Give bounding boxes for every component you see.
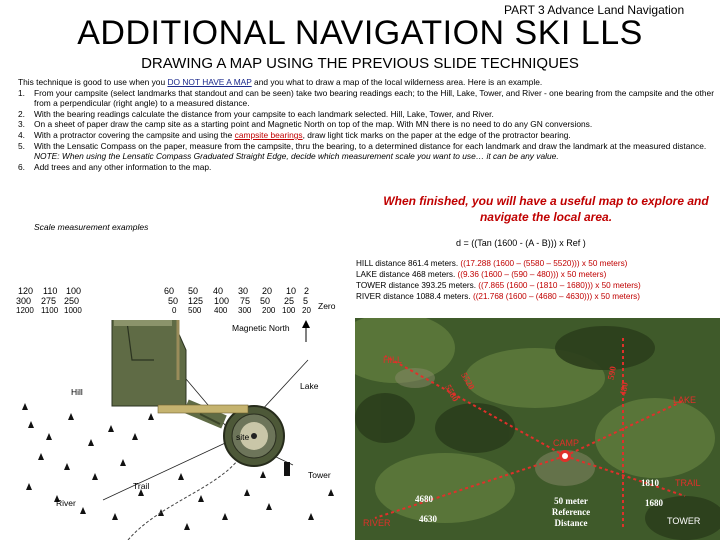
- step-note: [18, 151, 718, 162]
- scale-tick: 275: [41, 296, 57, 306]
- step-text: With the bearing readings calculate the distance from your campsite to each landmark selected. Hill, Lake, Tower, and River.: [34, 108, 494, 119]
- aerial-map: [355, 318, 720, 540]
- scale-tick: 5: [303, 296, 309, 306]
- step-number: [18, 151, 34, 162]
- distance-label: HILL distance 861.4 meters.: [356, 259, 461, 268]
- bearing-1810: 1810: [641, 478, 659, 488]
- scale-tick: 1100: [41, 306, 59, 315]
- tower-label: Tower: [308, 470, 331, 480]
- distance-label: TOWER distance 393.25 meters.: [356, 281, 479, 290]
- intro-lead: [18, 77, 718, 88]
- intro-lead-text: This technique is good to use when you: [18, 77, 168, 87]
- reference-line-3: Distance: [554, 518, 588, 528]
- step-text: With the Lensatic Compass on the paper, measure from the campsite, thru the bearing, to a determined distance for each landmark and draw the landmark at the measured distance.: [34, 140, 707, 151]
- scale-tick: 50: [168, 296, 179, 306]
- scale-tick: 50: [260, 296, 271, 306]
- scale-tick: 100: [282, 306, 296, 315]
- bearing-5580: 5580: [443, 382, 461, 404]
- scale-tick: 125: [188, 296, 204, 306]
- hill-label: HILL: [383, 355, 403, 365]
- scale-tick: 20: [302, 306, 311, 315]
- step-number: 2.: [18, 108, 25, 119]
- zero-label: Zero: [318, 301, 336, 311]
- distance-formula: d = ((Tan (1600 - (A - B))) x Ref ): [456, 238, 586, 248]
- tower-label: TOWER: [667, 516, 701, 526]
- reference-distance-label: [551, 496, 591, 529]
- scale-tick: 250: [64, 296, 80, 306]
- distance-calc: ((9.36 (1600 – (590 – 480))) x 50 meters): [457, 270, 607, 279]
- step-text: On a sheet of paper draw the camp site as a starting point and Magnetic North on top of the map. With MN there is no need to do any GN conversions.: [34, 119, 593, 130]
- step-text-start: With a protractor covering the campsite and using the: [34, 129, 235, 140]
- scale-tick: 300: [16, 296, 32, 306]
- scale-tick: 300: [238, 306, 252, 315]
- scale-tick: 30: [238, 286, 249, 296]
- part-label: PART 3 Advance Land Navigation: [504, 3, 685, 17]
- reference-line-1: 50 meter: [554, 496, 588, 506]
- reference-line-2: Reference: [551, 507, 591, 517]
- tower-icon: [284, 462, 290, 476]
- step-text: [34, 130, 718, 141]
- step-item: [18, 109, 718, 120]
- page-subtitle: DRAWING A MAP USING THE PREVIOUS SLIDE TECHNIQUES: [141, 55, 579, 72]
- bearing-590: 590: [605, 365, 618, 381]
- step-number: 4.: [18, 129, 25, 140]
- bearing-5520: 5520: [459, 370, 477, 392]
- step-number: 5.: [18, 140, 25, 151]
- distance-results: [356, 258, 641, 302]
- step-text-end: , draw light tick marks on the paper at the edge of the protractor bearing.: [302, 129, 571, 140]
- scale-tick: 75: [240, 296, 251, 306]
- step-item: [18, 162, 718, 173]
- distance-calc: ((17.288 (1600 – (5580 – 5520))) x 50 meters): [460, 259, 628, 268]
- scale-tick: 40: [213, 286, 224, 296]
- scale-tick: 200: [262, 306, 276, 315]
- trail-path: [128, 460, 238, 540]
- bearing-480: 480: [617, 381, 630, 397]
- bearing-4680: 4680: [415, 494, 433, 504]
- scale-examples: [16, 282, 346, 322]
- river-label: RIVER: [363, 518, 391, 528]
- steps-list: [18, 88, 718, 173]
- scale-tick: 0: [172, 306, 177, 315]
- scale-tick: 10: [286, 286, 297, 296]
- step-item: [18, 130, 718, 141]
- distance-row-river: [356, 291, 641, 302]
- step-item: [18, 141, 718, 152]
- step-number: 1.: [18, 87, 25, 98]
- step-item: [18, 119, 718, 130]
- scale-tick: 110: [43, 286, 58, 296]
- scale-tick: 100: [214, 296, 230, 306]
- distance-row-hill: [356, 258, 641, 269]
- straight-edge-ruler: [158, 405, 248, 413]
- step-text: Add trees and any other information to the map.: [34, 161, 212, 172]
- bearing-4630: 4630: [419, 514, 437, 524]
- scale-tick: 20: [262, 286, 273, 296]
- site-label: site: [236, 432, 250, 442]
- scale-tick: 60: [164, 286, 175, 296]
- bearing-1680: 1680: [645, 498, 663, 508]
- step-text: From your campsite (select landmarks that standout and can be seen) take two bearing readings each; to the Hill, Lake, Tower, and River - one bearing from the campsite and the other from a perpendicular (right angle) to a measured distance.: [34, 87, 714, 109]
- hill-label: Hill: [71, 387, 83, 397]
- step-item: [18, 88, 718, 109]
- scale-caption: Scale measurement examples: [34, 222, 149, 232]
- north-arrow-icon: [302, 320, 310, 328]
- intro-lead-emphasis: DO NOT HAVE A MAP: [167, 77, 252, 87]
- intro-lead-text-end: and you what to draw a map of the local wilderness area. Here is an example.: [251, 77, 543, 87]
- instructions: [18, 77, 718, 172]
- scale-tick: 400: [214, 306, 228, 315]
- scale-tick: 25: [284, 296, 295, 306]
- lake-label: Lake: [300, 381, 319, 391]
- bearing-line-river: [103, 438, 236, 500]
- magnetic-north-label: Magnetic North: [232, 323, 290, 333]
- closing-statement: When finished, you will have a useful map to explore and navigate the local area.: [383, 194, 709, 224]
- aerial-terrain: [355, 318, 720, 540]
- camp-label: CAMP: [553, 438, 580, 448]
- step-number: 6.: [18, 161, 25, 172]
- scale-tick: 120: [18, 286, 34, 296]
- step-text-emphasis: campsite bearings: [234, 129, 303, 140]
- scale-tick: 100: [66, 286, 82, 296]
- trail-label: Trail: [133, 481, 150, 491]
- distance-calc: ((21.768 (1600 – (4680 – 4630))) x 50 meters): [472, 292, 640, 301]
- scale-tick: 50: [188, 286, 199, 296]
- distance-row-lake: [356, 269, 641, 280]
- hand-drawn-map: [8, 320, 358, 540]
- trail-label: TRAIL: [675, 478, 701, 488]
- scale-tick: 1200: [16, 306, 34, 315]
- distance-calc: ((7.865 (1600 – (1810 – 1680))) x 50 meters): [478, 281, 641, 290]
- scale-tick: 1000: [64, 306, 82, 315]
- step-number: 3.: [18, 119, 25, 130]
- river-label: River: [56, 498, 76, 508]
- note-text: NOTE: When using the Lensatic Compass Graduated Straight Edge, decide which measurement scale you want to use… it can be any value.: [34, 151, 559, 162]
- distance-row-tower: [356, 280, 641, 291]
- distance-label: RIVER distance 1088.4 meters.: [356, 292, 473, 301]
- scale-tick: 2: [304, 286, 310, 296]
- scale-tick: 500: [188, 306, 202, 315]
- page-title: ADDITIONAL NAVIGATION SKI LLS: [77, 14, 643, 52]
- lake-label: LAKE: [673, 395, 697, 405]
- distance-label: LAKE distance 468 meters.: [356, 270, 458, 279]
